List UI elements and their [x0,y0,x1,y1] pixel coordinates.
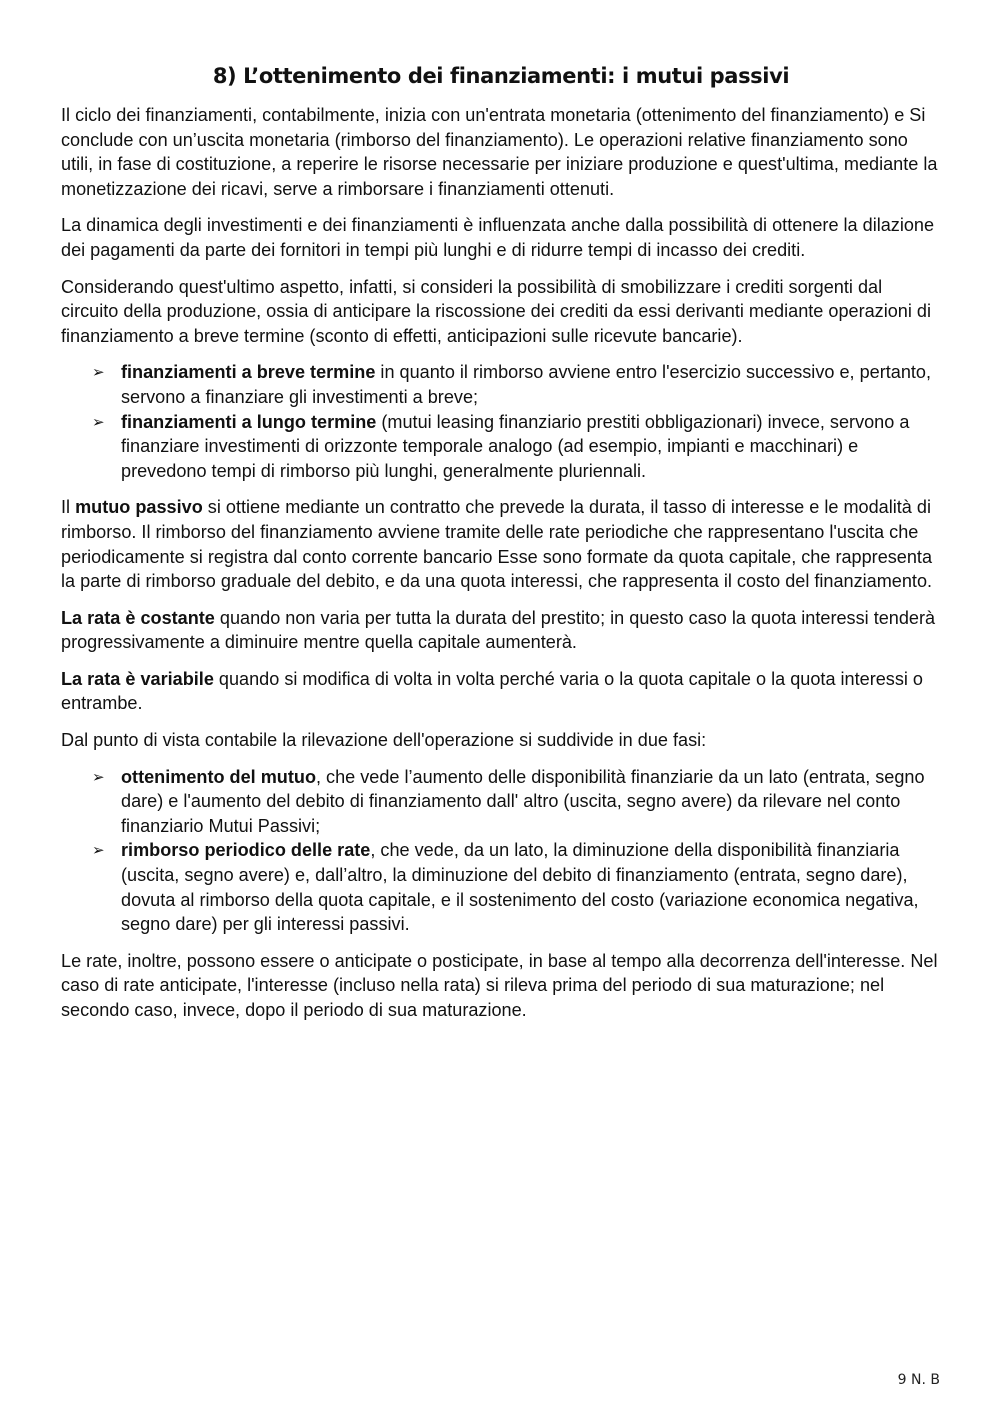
paragraph-term: La rata è costante [61,607,215,628]
paragraph-rata-costante [61,606,941,655]
paragraph-credits: Considerando quest'ultimo aspetto, infatti, si consideri la possibilità di smobilizzare i crediti sorgenti dal circuito della produzione, ossia di anticipare la riscossione dei crediti da essi derivanti mediante operazioni di finanziamento a breve termine (sconto di effetti, anticipazioni sulle ricevute bancarie). [61,276,931,346]
list-item-text: (mutui leasing finanziario prestiti obbligazionari) invece, servono a finanziare investimenti di orizzonte temporale analogo (ad esempio, impianti e macchinari) e prevedono tempi di rimborso più lunghi, generalmente pluriennali. [121,411,910,481]
list-item [92,838,941,936]
arrow-bullet-icon: ➢ [92,412,105,431]
arrow-bullet-icon: ➢ [92,767,105,786]
document-page [61,62,941,1035]
list-item [92,765,941,839]
list-item [92,410,941,484]
page-footer: 9 N. B [897,1372,940,1388]
paragraph-mutuo-passivo [61,495,941,593]
paragraph-term: mutuo passivo [75,497,203,518]
paragraph-term: La rata è variabile [61,668,214,689]
paragraph-anticipate-posticipate: Le rate, inoltre, possono essere o anticipate o posticipate, in base al tempo alla decorrenza dell'interesse. Nel caso di rate anticipate, l'interesse (incluso nella rata) si rileva prima del periodo di sua maturazione; nel secondo caso, invece, dopo il periodo di sua maturazione. [61,950,938,1020]
paragraph-text: quando si modifica di volta in volta perché varia o la quota capitale o la quota interessi o entrambe. [61,668,923,714]
paragraph-rata-variabile [61,667,941,716]
paragraph-text: si ottiene mediante un contratto che prevede la durata, il tasso di interesse e le modalità di rimborso. Il rimborso del finanziamento avviene tramite delle rate periodiche che rappresentano l'uscita che periodicamente si registra dal conto corrente bancario Esse sono formate da quota capitale, che rappresenta la parte di rimborso graduale del debito, e da una quota interessi, che rappresenta il costo del finanziamento. [61,497,933,592]
list-item-text: in quanto il rimborso avviene entro l'esercizio successivo e, pertanto, servono a finanziare gli investimenti a breve; [121,362,931,407]
list-item-text: , che vede l’aumento delle disponibilità finanziarie da un lato (entrata, segno dare) e l'aumento del debito di finanziamento dall' altro (uscita, segno avere) da rilevare nel conto finanziario Mutui Passivi; [121,766,925,836]
list-item-term: finanziamenti a lungo termine [121,411,377,432]
page-title: 8) L’ottenimento dei finanziamenti: i mutui passivi [212,64,790,88]
arrow-bullet-icon: ➢ [92,363,105,382]
paragraph-text: quando non varia per tutta la durata del prestito; in questo caso la quota interessi tenderà progressivamente a diminuire mentre quella capitale aumenterà. [61,607,936,653]
arrow-bullet-icon: ➢ [92,841,105,860]
list-item-text: , che vede, da un lato, la diminuzione della disponibilità finanziaria (uscita, segno avere) e, dall’altro, la diminuzione del debito di finanziamento (entrata, segno dare), dovuta al rimborso della quota capitale, e il sostenimento del costo (variazione economica negativa, segno dare) per gli interessi passivi. [121,840,919,935]
paragraph-intro: Il ciclo dei finanziamenti, contabilmente, inizia con un'entrata monetaria (ottenimento del finanziamento) e Si conclude con un’uscita monetaria (rimborso del finanziamento). Le operazioni relative finanziamento sono utili, in fase di costituzione, a reperire le risorse necessarie per iniziare produzione e quest'ultima, mediante la monetizzazione dei ricavi, serve a rimborsare i finanziamenti ottenuti. [61,105,938,199]
financing-types-list [61,360,941,483]
paragraph-phases-intro: Dal punto di vista contabile la rilevazione dell'operazione si suddivide in due fasi: [61,730,707,751]
paragraph-text: Il [61,497,76,518]
list-item [92,360,941,409]
list-item-term: rimborso periodico delle rate [121,840,371,861]
list-item-term: finanziamenti a breve termine [121,362,376,383]
list-item-term: ottenimento del mutuo [121,766,316,787]
paragraph-dynamics: La dinamica degli investimenti e dei finanziamenti è influenzata anche dalla possibilità di ottenere la dilazione dei pagamenti da parte dei fornitori in tempi più lunghi e di ridurre tempi di incasso dei crediti. [61,215,935,260]
accounting-phases-list [61,765,941,937]
